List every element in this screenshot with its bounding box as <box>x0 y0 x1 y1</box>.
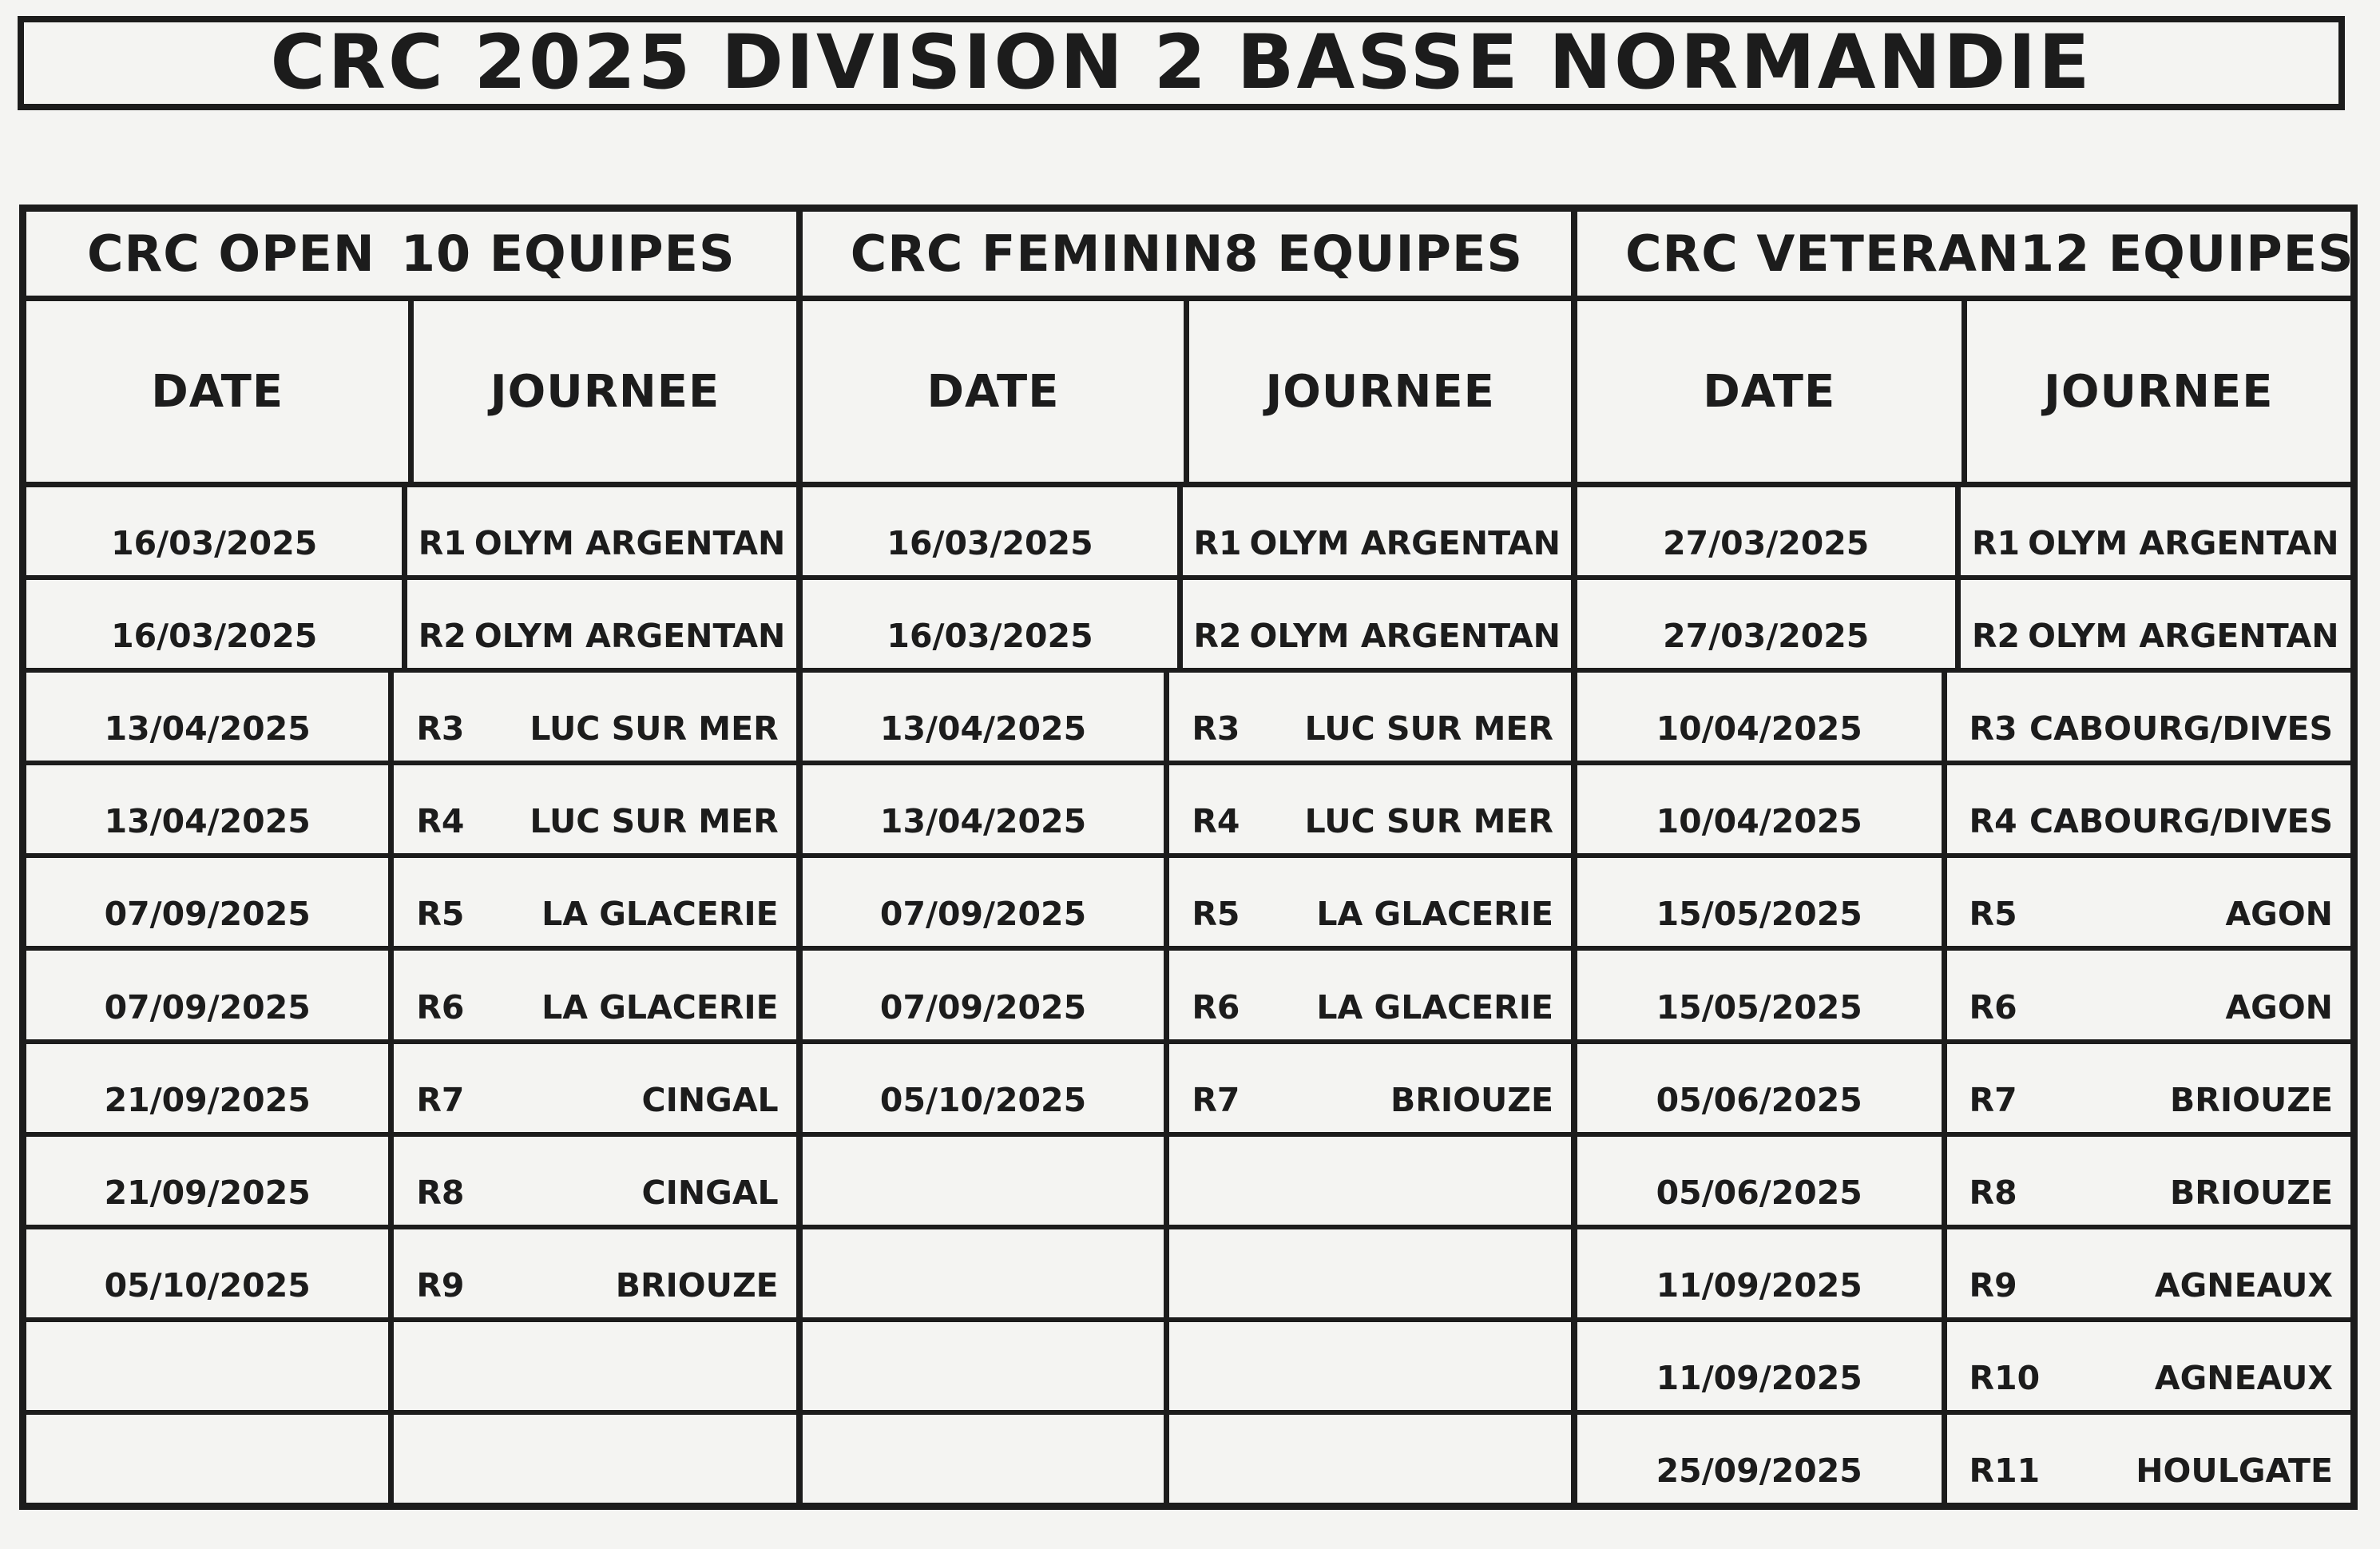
journee-cell <box>1942 1044 2351 1132</box>
round-label: R6 <box>1192 987 1240 1027</box>
round-label: R3 <box>416 709 465 749</box>
table-row <box>26 668 796 761</box>
table-row <box>803 1039 1571 1132</box>
table-row <box>803 946 1571 1039</box>
table-row <box>1577 761 2350 853</box>
venue-label: OLYM ARGENTAN <box>1249 524 1561 563</box>
round-label: R1 <box>418 524 466 563</box>
table-row <box>803 668 1571 761</box>
date-cell <box>803 1229 1164 1317</box>
date-cell: 11/09/2025 <box>1656 1358 1862 1397</box>
venue-label: LA GLACERIE <box>541 895 779 934</box>
section-crc-veteran <box>1571 212 2354 1503</box>
schedule-table <box>19 205 2358 1510</box>
table-row <box>1577 1225 2350 1317</box>
table-row <box>26 946 796 1039</box>
section-team-count: 8 EQUIPES <box>1224 224 1523 283</box>
journee-column-header: JOURNEE <box>1962 301 2351 482</box>
schedule-rows <box>803 487 1571 1503</box>
journee-cell <box>1164 1229 1571 1317</box>
table-row <box>26 1225 796 1317</box>
date-cell: 11/09/2025 <box>1656 1265 1862 1305</box>
round-label: R8 <box>1969 1173 2017 1212</box>
date-column-header: DATE <box>926 365 1060 418</box>
round-label: R5 <box>1969 895 2017 934</box>
venue-label: BRIOUZE <box>1390 1080 1553 1119</box>
venue-label: LUC SUR MER <box>1304 802 1553 841</box>
date-cell: 10/04/2025 <box>1656 802 1862 841</box>
venue-label: OLYM ARGENTAN <box>1249 617 1561 656</box>
table-row <box>803 1317 1571 1410</box>
date-cell: 16/03/2025 <box>887 524 1093 563</box>
table-row <box>1577 1039 2350 1132</box>
journee-cell <box>388 1044 795 1132</box>
date-cell: 15/05/2025 <box>1656 987 1862 1027</box>
table-row <box>803 1132 1571 1225</box>
section-header <box>1577 212 2354 301</box>
journee-cell <box>1164 858 1571 946</box>
date-cell <box>803 1322 1164 1410</box>
section-team-count: 12 EQUIPES <box>2019 224 2354 283</box>
round-label: R6 <box>416 987 465 1027</box>
section-header <box>803 212 1571 301</box>
venue-label: BRIOUZE <box>615 1265 779 1305</box>
venue-label: OLYM ARGENTAN <box>2028 524 2339 563</box>
journee-cell <box>1942 1229 2351 1317</box>
round-label: R9 <box>1969 1265 2017 1305</box>
date-cell: 07/09/2025 <box>104 987 311 1027</box>
table-row <box>1577 1317 2350 1410</box>
journee-cell <box>1164 765 1571 853</box>
section-name: CRC OPEN <box>87 224 375 283</box>
journee-cell <box>1164 1415 1571 1503</box>
journee-cell <box>1177 580 1571 668</box>
date-column-header: DATE <box>151 365 284 418</box>
date-cell <box>803 1415 1164 1503</box>
venue-label: AGNEAUX <box>2154 1265 2333 1305</box>
journee-column-header: JOURNEE <box>408 301 795 482</box>
venue-label: CABOURG/DIVES <box>2029 709 2333 749</box>
date-cell: 07/09/2025 <box>879 895 1087 934</box>
date-cell: 16/03/2025 <box>111 524 318 563</box>
venue-label: OLYM ARGENTAN <box>474 524 786 563</box>
venue-label: CINGAL <box>641 1080 779 1119</box>
table-row <box>1577 1132 2350 1225</box>
table-row <box>26 575 796 668</box>
table-row <box>803 1410 1571 1503</box>
schedule-rows <box>1577 487 2350 1503</box>
journee-cell <box>1164 1322 1571 1410</box>
venue-label: LUC SUR MER <box>1304 709 1553 749</box>
column-headers <box>26 301 796 487</box>
journee-cell <box>1942 673 2351 761</box>
round-label: R3 <box>1969 709 2017 749</box>
round-label: R5 <box>416 895 465 934</box>
journee-cell <box>1164 1137 1571 1225</box>
journee-cell <box>1955 487 2351 575</box>
table-row <box>803 575 1571 668</box>
journee-cell <box>388 673 795 761</box>
table-row <box>1577 575 2350 668</box>
date-cell: 10/04/2025 <box>1656 709 1862 749</box>
journee-cell <box>1164 673 1571 761</box>
date-cell: 25/09/2025 <box>1656 1451 1862 1490</box>
table-row <box>1577 668 2350 761</box>
venue-label: AGON <box>2225 987 2333 1027</box>
journee-cell <box>388 1137 795 1225</box>
date-cell: 16/03/2025 <box>111 617 318 656</box>
date-cell: 27/03/2025 <box>1663 617 1870 656</box>
journee-cell <box>1942 1322 2351 1410</box>
table-row <box>803 487 1571 575</box>
table-row <box>26 1039 796 1132</box>
round-label: R7 <box>1969 1080 2017 1119</box>
venue-label: CABOURG/DIVES <box>2029 802 2333 841</box>
date-cell: 21/09/2025 <box>104 1173 311 1212</box>
journee-cell <box>1942 1415 2351 1503</box>
journee-cell <box>1164 951 1571 1039</box>
journee-cell <box>388 765 795 853</box>
date-cell: 07/09/2025 <box>879 987 1087 1027</box>
date-cell: 05/10/2025 <box>879 1080 1087 1119</box>
round-label: R9 <box>416 1265 465 1305</box>
journee-cell <box>1164 1044 1571 1132</box>
round-label: R7 <box>1192 1080 1240 1119</box>
date-cell: 27/03/2025 <box>1663 524 1870 563</box>
table-row <box>1577 487 2350 575</box>
date-cell: 13/04/2025 <box>104 802 311 841</box>
round-label: R8 <box>416 1173 465 1212</box>
round-label: R2 <box>1971 617 2021 656</box>
section-header <box>26 212 796 301</box>
venue-label: LA GLACERIE <box>541 987 779 1027</box>
round-label: R6 <box>1969 987 2017 1027</box>
journee-cell <box>1942 765 2351 853</box>
venue-label: BRIOUZE <box>2170 1080 2333 1119</box>
venue-label: LA GLACERIE <box>1316 895 1553 934</box>
venue-label: LUC SUR MER <box>530 709 779 749</box>
venue-label: AGNEAUX <box>2154 1358 2333 1397</box>
round-label: R4 <box>1969 802 2017 841</box>
section-crc-feminin <box>796 212 1571 1503</box>
venue-label: CINGAL <box>641 1173 779 1212</box>
table-row <box>26 1132 796 1225</box>
venue-label: HOULGATE <box>2136 1451 2333 1490</box>
table-row <box>803 1225 1571 1317</box>
round-label: R2 <box>418 617 466 656</box>
date-cell: 16/03/2025 <box>887 617 1093 656</box>
round-label: R4 <box>416 802 465 841</box>
table-row <box>1577 946 2350 1039</box>
round-label: R4 <box>1192 802 1240 841</box>
journee-cell <box>402 580 795 668</box>
journee-cell <box>1942 951 2351 1039</box>
table-row <box>26 761 796 853</box>
table-row <box>26 853 796 946</box>
date-cell <box>26 1322 388 1410</box>
venue-label: LA GLACERIE <box>1316 987 1553 1027</box>
date-cell <box>26 1415 388 1503</box>
date-column-header: DATE <box>1703 365 1836 418</box>
round-label: R11 <box>1969 1451 2041 1490</box>
section-team-count: 10 EQUIPES <box>400 224 736 283</box>
journee-cell <box>388 951 795 1039</box>
venue-label: OLYM ARGENTAN <box>474 617 786 656</box>
date-cell: 05/10/2025 <box>104 1265 311 1305</box>
date-cell: 13/04/2025 <box>879 709 1087 749</box>
round-label: R10 <box>1969 1358 2041 1397</box>
table-row <box>26 1317 796 1410</box>
table-row <box>1577 1410 2350 1503</box>
table-row <box>26 487 796 575</box>
journee-cell <box>388 858 795 946</box>
column-headers <box>803 301 1571 487</box>
date-cell: 05/06/2025 <box>1656 1173 1862 1212</box>
title-box <box>18 16 2345 110</box>
section-crc-open <box>26 212 796 1503</box>
round-label: R3 <box>1192 709 1240 749</box>
round-label: R1 <box>1193 524 1242 563</box>
journee-cell <box>1942 858 2351 946</box>
journee-column-header: JOURNEE <box>1184 301 1571 482</box>
table-row <box>803 853 1571 946</box>
venue-label: OLYM ARGENTAN <box>2028 617 2339 656</box>
venue-label: BRIOUZE <box>2170 1173 2333 1212</box>
schedule-rows <box>26 487 796 1503</box>
section-name: CRC FEMININ <box>850 224 1224 283</box>
date-cell: 13/04/2025 <box>879 802 1087 841</box>
round-label: R7 <box>416 1080 465 1119</box>
venue-label: LUC SUR MER <box>530 802 779 841</box>
date-cell: 05/06/2025 <box>1656 1080 1862 1119</box>
journee-cell <box>1942 1137 2351 1225</box>
date-cell: 07/09/2025 <box>104 895 311 934</box>
round-label: R5 <box>1192 895 1240 934</box>
table-row <box>1577 853 2350 946</box>
table-row <box>26 1410 796 1503</box>
column-headers <box>1577 301 2350 487</box>
round-label: R2 <box>1193 617 1242 656</box>
journee-cell <box>1177 487 1571 575</box>
section-name: CRC VETERAN <box>1625 224 2020 283</box>
date-cell: 21/09/2025 <box>104 1080 311 1119</box>
round-label: R1 <box>1971 524 2021 563</box>
date-cell <box>803 1137 1164 1225</box>
journee-cell <box>402 487 795 575</box>
date-cell: 13/04/2025 <box>104 709 311 749</box>
journee-cell <box>388 1229 795 1317</box>
journee-cell <box>388 1322 795 1410</box>
page-title: CRC 2025 DIVISION 2 BASSE NORMANDIE <box>270 19 2092 106</box>
journee-cell <box>1955 580 2351 668</box>
venue-label: AGON <box>2225 895 2333 934</box>
journee-cell <box>388 1415 795 1503</box>
table-row <box>803 761 1571 853</box>
date-cell: 15/05/2025 <box>1656 895 1862 934</box>
